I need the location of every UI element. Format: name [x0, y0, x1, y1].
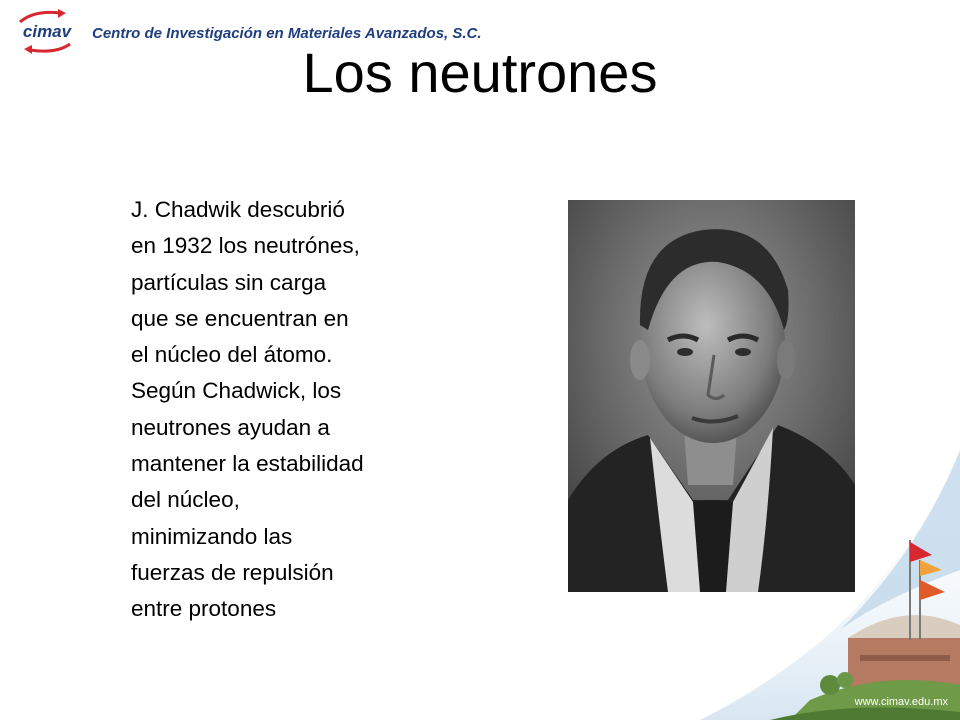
- body-line: neutrones ayudan a: [131, 414, 330, 440]
- body-paragraph: [131, 192, 471, 628]
- body-line: del núcleo,: [131, 487, 240, 513]
- body-line: el núcleo del átomo.: [131, 342, 333, 368]
- body-line: partículas sin carga: [131, 269, 327, 295]
- footer-url[interactable]: www.cimav.edu.mx: [854, 696, 948, 708]
- slide-title: Los neutrones: [302, 41, 658, 104]
- body-line: que se encuentran en: [131, 305, 349, 331]
- body-line: Según Chadwick, los: [131, 378, 342, 404]
- body-line: mantener la estabilidad: [131, 451, 364, 477]
- campus-background-image: [620, 430, 960, 720]
- body-line: minimizando las: [131, 523, 293, 549]
- body-line: fuerzas de repulsión: [131, 559, 334, 585]
- body-line: en 1932 los neutrónes,: [131, 233, 360, 259]
- organization-name: Centro de Investigación en Materiales Avanzados, S.C.: [92, 25, 482, 42]
- body-line: entre protones: [131, 596, 277, 622]
- logo-wordmark: cimav: [22, 22, 72, 41]
- body-line: J. Chadwik descubrió: [131, 197, 345, 222]
